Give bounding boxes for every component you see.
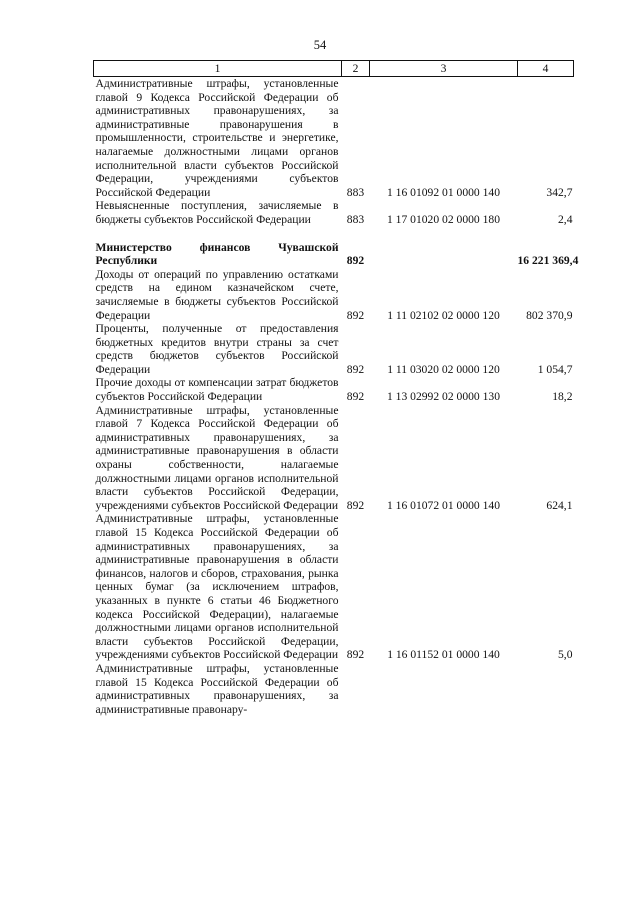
table-row xyxy=(94,268,574,322)
row-admin-code: 883 xyxy=(346,185,365,199)
column-header-4: 4 xyxy=(518,61,574,77)
row-revenue-code: 1 11 03020 02 0000 120 xyxy=(387,362,500,376)
row-admin-code: 892 xyxy=(346,362,365,376)
row-admin-code: 883 xyxy=(346,212,365,226)
table-row xyxy=(94,512,574,662)
section-total-amount: 16 221 369,4 xyxy=(517,254,579,268)
table-row xyxy=(94,322,574,376)
row-admin-code: 892 xyxy=(346,648,365,662)
revenue-table xyxy=(93,60,579,716)
row-description: Административные штрафы, установленные главой 15 Кодекса Российской Федерации об административных правонарушениях, за административные правонарушения в области финансов, налогов и сборов, страхования, рынка ценных бумаг (за исключением штрафов, указанных в пункте 6 статьи 46 Бюджетного кодекса Российской Федерации), налагаемые должностными лицами органов исполнительной власти субъектов Российской Федерации, учреждениями субъектов Российской Федерации xyxy=(95,512,339,662)
row-amount: 342,7 xyxy=(546,185,573,199)
row-description: Невыясненные поступления, зачисляемые в бюджеты субъектов Российской Федерации xyxy=(95,199,339,226)
row-amount xyxy=(518,662,574,716)
row-amount: 5,0 xyxy=(558,648,573,662)
column-header-2: 2 xyxy=(342,61,370,77)
section-admin-code: 892 xyxy=(346,254,365,268)
row-amount: 2,4 xyxy=(558,212,573,226)
row-spacer xyxy=(94,227,574,241)
table-row xyxy=(94,77,574,200)
row-description: Прочие доходы от компенсации затрат бюджетов субъектов Российской Федерации xyxy=(95,376,339,404)
row-revenue-code: 1 11 02102 02 0000 120 xyxy=(387,308,500,322)
row-description: Административные штрафы, установленные главой 15 Кодекса Российской Федерации об административных правонарушениях, за административные правонару- xyxy=(95,661,339,716)
table-row-continued xyxy=(94,662,574,716)
row-revenue-code: 1 16 01092 01 0000 140 xyxy=(386,185,501,199)
column-header-3: 3 xyxy=(370,61,518,77)
table-row xyxy=(94,404,574,513)
row-revenue-code: 1 17 01020 02 0000 180 xyxy=(386,212,501,226)
row-description: Административные штрафы, установленные главой 7 Кодекса Российской Федерации об административных правонарушениях, за административные правонарушения в области охраны собственности, налагаемые должностными лицами органов исполнительной власти субъектов Российской Федерации, учреждениями субъектов Российской Федерации xyxy=(95,403,339,512)
row-admin-code: 892 xyxy=(346,498,365,512)
row-admin-code xyxy=(342,662,370,716)
row-description: Административные штрафы, установленные главой 9 Кодекса Российской Федерации об административных правонарушениях, за административные правонарушения в промышленности, строительстве и энергетике, налагаемые должностными лицами органов исполнительной власти субъектов Российской Федерации, учреждениями субъектов Российской Федерации xyxy=(95,77,339,199)
page-number: 54 xyxy=(313,38,327,52)
row-admin-code: 892 xyxy=(346,308,365,322)
table-header-row xyxy=(94,61,574,77)
row-revenue-code: 1 16 01152 01 0000 140 xyxy=(387,648,500,662)
row-amount: 1 054,7 xyxy=(537,362,573,376)
row-revenue-code xyxy=(370,662,518,716)
column-header-1: 1 xyxy=(94,61,342,77)
row-revenue-code: 1 13 02992 02 0000 130 xyxy=(386,390,501,404)
table-row xyxy=(94,199,574,226)
section-title: Министерство финансов Чувашской Республики xyxy=(95,240,339,268)
table-row xyxy=(94,376,574,403)
row-description: Доходы от операций по управлению остатками средств на едином казначейском счете, зачисляемые в бюджеты субъектов Российской Федерации xyxy=(95,267,339,322)
section-header-row xyxy=(94,241,574,268)
row-admin-code: 892 xyxy=(346,390,365,404)
row-revenue-code: 1 16 01072 01 0000 140 xyxy=(386,498,501,512)
row-amount: 18,2 xyxy=(552,390,573,404)
row-amount: 624,1 xyxy=(546,498,573,512)
row-amount: 802 370,9 xyxy=(526,308,573,322)
section-revenue-code xyxy=(370,241,518,268)
row-description: Проценты, полученные от предоставления бюджетных кредитов внутри страны за счет средств бюджетов субъектов Российской Федерации xyxy=(95,322,339,376)
